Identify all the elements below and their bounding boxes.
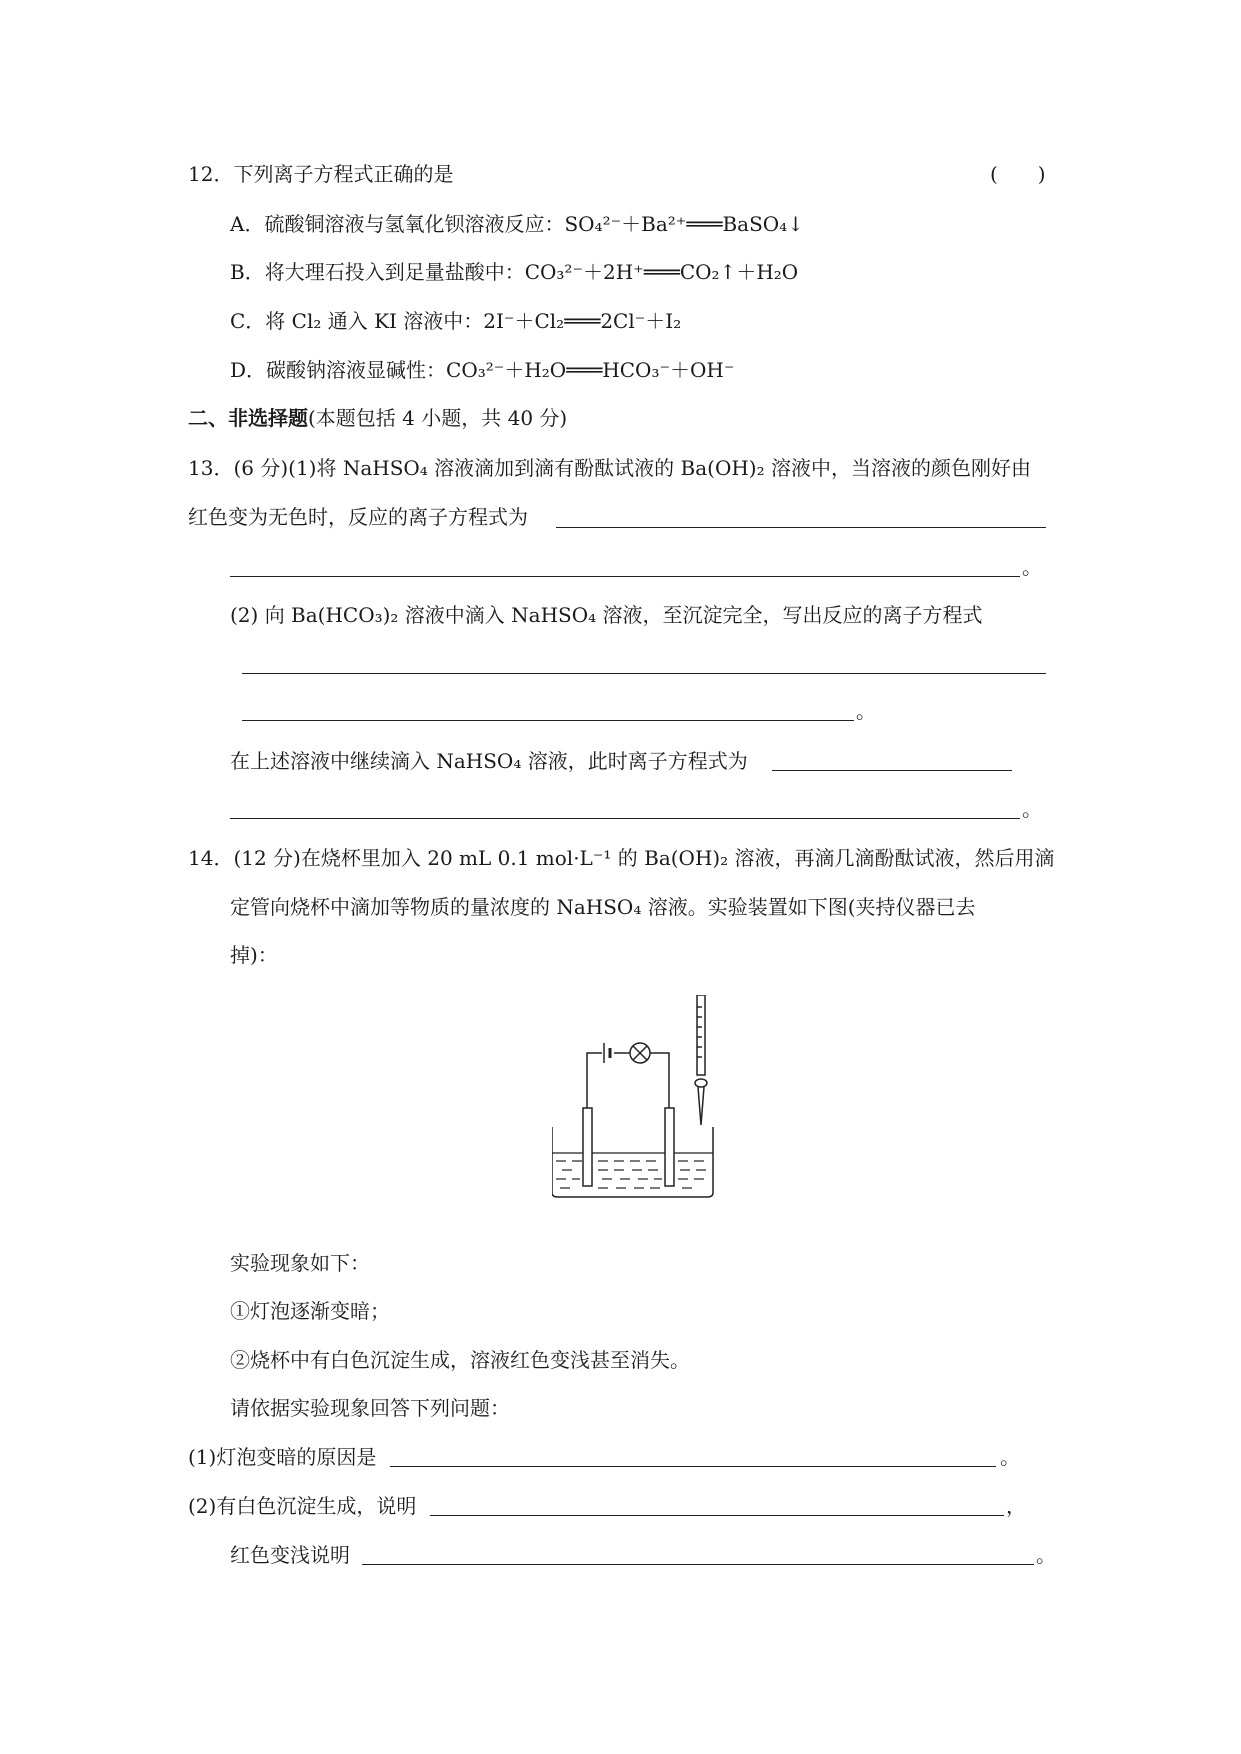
q14-sub2-end: ， <box>1006 1494 1026 1518</box>
option-c-label: C．将 Cl₂ 通入 KI 溶液中： <box>230 309 484 333</box>
q13-part2: (2) 向 Ba(HCO₃)₂ 溶液中滴入 NaHSO₄ 溶液，至沉淀完全，写出反应的离子方程式 <box>230 603 983 627</box>
q14-sub1: (1)灯泡变暗的原因是 <box>188 1445 377 1469</box>
electrode-icon <box>665 1108 674 1186</box>
q14-line3: 掉)： <box>230 943 278 967</box>
answer-blank-14-3[interactable] <box>362 1564 1034 1565</box>
answer-paren[interactable]: ( ) <box>990 162 1046 186</box>
q14-sub1-end: 。 <box>1000 1445 1020 1469</box>
solution-liquid <box>552 1153 713 1188</box>
option-b-label: B．将大理石投入到足量盐酸中： <box>230 260 525 284</box>
option-a-equation: SO₄²⁻＋Ba²⁺═══BaSO₄↓ <box>564 212 804 236</box>
answer-blank-13-1b[interactable] <box>230 576 1020 577</box>
observation-1: ①灯泡逐渐变暗； <box>230 1299 390 1323</box>
q13-line1: 13．(6 分)(1)将 NaHSO₄ 溶液滴加到滴有酚酞试液的 Ba(OH)₂ 溶液中，当溶液的颜色刚好由 <box>188 456 1031 480</box>
section-note: (本题包括 4 小题，共 40 分) <box>308 406 568 430</box>
q14-sub3-end: 。 <box>1036 1543 1056 1567</box>
answer-blank-13-2a[interactable] <box>242 673 1046 674</box>
burette-icon <box>695 995 707 1125</box>
lamp-icon <box>630 1043 650 1063</box>
option-c-equation: 2I⁻＋Cl₂═══2Cl⁻＋I₂ <box>483 309 682 333</box>
electrode-icon <box>583 1108 592 1186</box>
answer-blank-13-3a[interactable] <box>772 770 1012 771</box>
section-title: 二、非选择题 <box>188 406 308 430</box>
q14-line1: 14．(12 分)在烧杯里加入 20 mL 0.1 mol·L⁻¹ 的 Ba(OH)₂ 溶液，再滴几滴酚酞试液，然后用滴 <box>188 846 1055 870</box>
q14-sub3: 红色变浅说明 <box>230 1543 350 1567</box>
option-b-equation: CO₃²⁻＋2H⁺═══CO₂↑＋H₂O <box>524 260 799 284</box>
q12-option-d[interactable] <box>230 356 734 384</box>
experiment-apparatus-figure <box>552 995 732 1225</box>
q13-end3: 。 <box>1022 797 1042 821</box>
q13-part3: 在上述溶液中继续滴入 NaHSO₄ 溶液，此时离子方程式为 <box>230 749 748 773</box>
observation-title: 实验现象如下： <box>230 1251 370 1275</box>
question-prompt: 请依据实验现象回答下列问题： <box>230 1396 510 1420</box>
answer-blank-13-1a[interactable] <box>556 527 1046 528</box>
option-a-label: A．硫酸铜溶液与氢氧化钡溶液反应： <box>230 212 565 236</box>
answer-blank-14-2[interactable] <box>430 1515 1004 1516</box>
q14-line2: 定管向烧杯中滴加等物质的量浓度的 NaHSO₄ 溶液。实验装置如下图(夹持仪器已去 <box>230 895 976 919</box>
observation-2: ②烧杯中有白色沉淀生成，溶液红色变浅甚至消失。 <box>230 1348 690 1372</box>
q12-option-c[interactable] <box>230 307 681 335</box>
q12-option-b[interactable] <box>230 258 798 286</box>
q13-end1: 。 <box>1022 555 1042 579</box>
q12-option-a[interactable] <box>230 210 804 238</box>
q14-sub2: (2)有白色沉淀生成，说明 <box>188 1494 417 1518</box>
answer-blank-13-2b[interactable] <box>242 720 854 721</box>
q13-end2: 。 <box>856 699 876 723</box>
beaker-icon <box>552 1127 713 1197</box>
battery-icon <box>604 1043 610 1063</box>
q12-stem: 12．下列离子方程式正确的是 <box>188 162 454 186</box>
option-d-label: D．碳酸钠溶液显碱性： <box>230 358 447 382</box>
option-d-equation: CO₃²⁻＋H₂O═══HCO₃⁻＋OH⁻ <box>446 358 735 382</box>
q13-line2: 红色变为无色时，反应的离子方程式为 <box>188 505 528 529</box>
answer-blank-13-3b[interactable] <box>230 818 1020 819</box>
section-heading <box>188 404 567 432</box>
answer-blank-14-1[interactable] <box>390 1466 996 1467</box>
